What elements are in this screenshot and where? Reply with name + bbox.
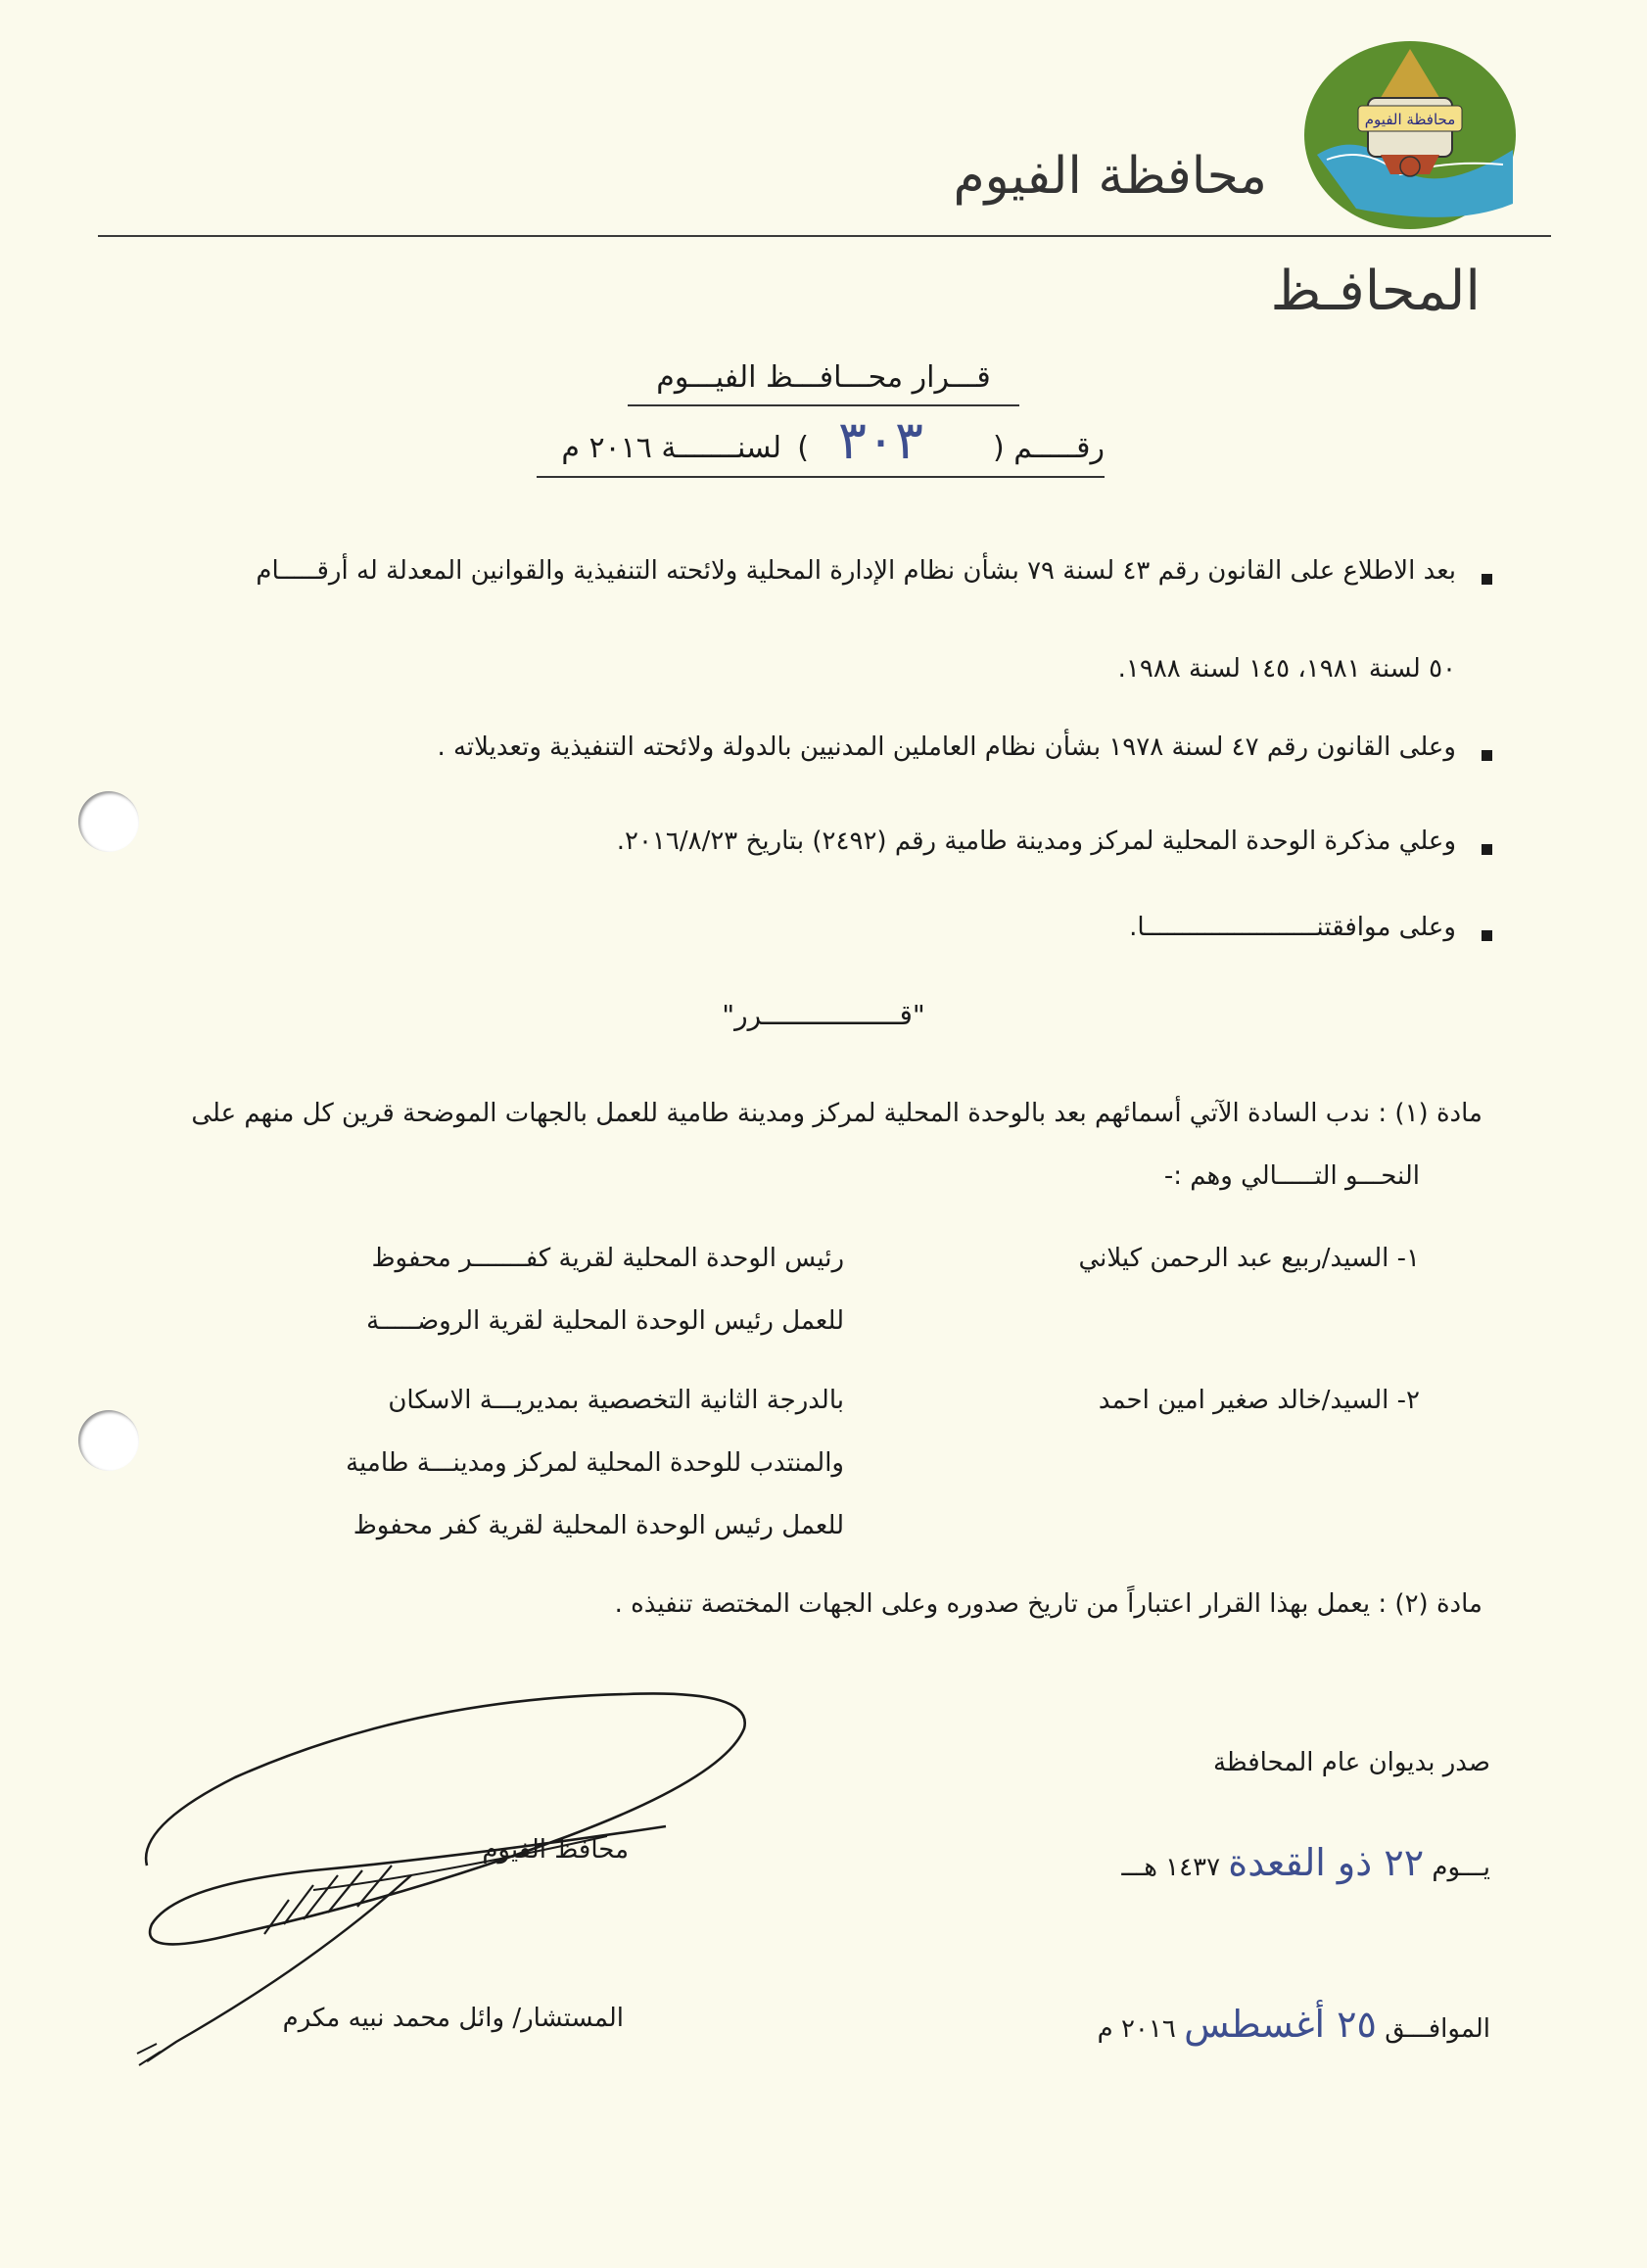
governorate-name: محافظة الفيوم [953,147,1267,206]
person-detail: للعمل رئيس الوحدة المحلية لقرية كفر محفوظ [353,1511,844,1540]
bullet-icon [1482,750,1492,761]
header-divider [98,235,1551,237]
hijri-prefix: يـــوم [1432,1853,1490,1882]
handwritten-signature [118,1689,764,2101]
preamble-line: ٥٠ لسنة ١٩٨١، ١٤٥ لسنة ١٩٨٨. [1117,654,1456,684]
punch-hole [78,1410,139,1471]
preamble-line: وعلى موافقتنـــــــــــــــــــــــا. [1129,913,1456,942]
decree-number-label: رقـــــم ( [993,431,1105,465]
hijri-year: ١٤٣٧ هـــ [1121,1853,1221,1882]
decree-title: قـــرار محـــافـــظ الفيـــوم [628,360,1019,406]
preamble-line: وعلي مذكرة الوحدة المحلية لمركز ومدينة طامية رقم (٢٤٩٢) بتاريخ ٢٠١٦/٨/٢٣. [616,827,1456,856]
person-detail: رئيس الوحدة المحلية لقرية كفـــــــر محفوظ [371,1244,844,1273]
person-detail: بالدرجة الثانية التخصصية بمديريـــة الاسكان [388,1386,844,1415]
logo-text: محافظة الفيوم [1364,111,1456,128]
signer-title: محافظ الفيوم [482,1835,629,1865]
preamble-line: بعد الاطلاع على القانون رقم ٤٣ لسنة ٧٩ بشأن نظام الإدارة المحلية ولائحته التنفيذية والقوانين المعدلة له أرقـــــام [256,556,1456,586]
bullet-icon [1482,574,1492,585]
signer-name: المستشار/ وائل محمد نبيه مكرم [282,2004,624,2033]
gregorian-handwritten: ٢٥ أغسطس [1184,2003,1377,2046]
preamble-line: وعلى القانون رقم ٤٧ لسنة ١٩٧٨ بشأن نظام العاملين المدنيين بالدولة ولائحته التنفيذية وتعديلاته . [437,732,1456,762]
article2: مادة (٢) : يعمل بهذا القرار اعتباراً من تاريخ صدوره وعلى الجهات المختصة تنفيذه . [614,1589,1482,1619]
gregorian-date [1098,2003,1490,2046]
person-detail: والمنتدب للوحدة المحلية لمركز ومدينـــة طامية [346,1448,844,1478]
article1-line: النحـــو التـــــالي وهم :- [1163,1161,1420,1191]
person-name: ٢- السيد/خالد صغير امين احمد [1098,1386,1420,1415]
issued-at: صدر بديوان عام المحافظة [1212,1748,1490,1777]
article1-line: مادة (١) : ندب السادة الآتي أسمائهم بعد بالوحدة المحلية لمركز ومدينة طامية للعمل بالجهات الموضحة قرين كل منهم على [191,1099,1482,1128]
hijri-date [1121,1841,1490,1884]
bullet-icon [1482,844,1492,855]
decree-number-handwritten: ٣٠٣ [837,409,923,471]
person-detail: للعمل رئيس الوحدة المحلية لقرية الروضـــــة [366,1306,844,1336]
hijri-handwritten: ٢٢ ذو القعدة [1228,1841,1425,1884]
punch-hole [78,791,139,852]
office-title: المحافـظ [1270,260,1481,323]
decree-year: لسنـــــــة ٢٠١٦ م [561,431,781,465]
decree-number [537,409,1105,478]
gregorian-year: ٢٠١٦ م [1097,2014,1176,2044]
person-name: ١- السيد/ربيع عبد الرحمن كيلاني [1078,1244,1420,1273]
decree-number-close: ) [797,431,809,465]
decides-heading: "قـــــــــــــــــرر" [722,999,925,1031]
governorate-logo [1297,37,1523,233]
gregorian-prefix: الموافـــق [1385,2014,1490,2044]
bullet-icon [1482,930,1492,941]
